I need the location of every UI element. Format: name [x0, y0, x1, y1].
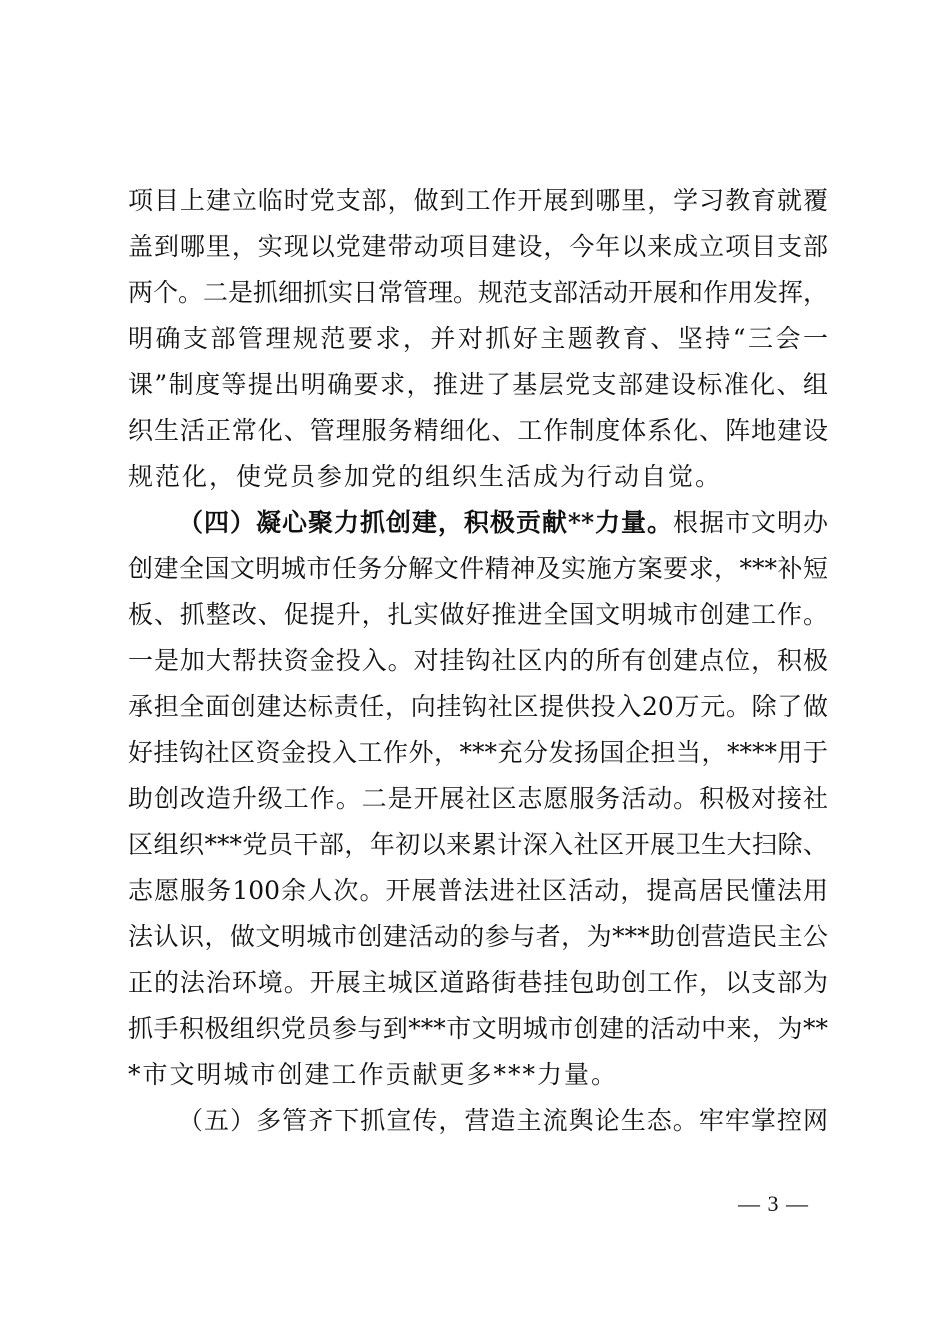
- text-line: 助创改造升级工作。二是开展社区志愿服务活动。积极对接社: [128, 784, 828, 813]
- text-line: *市文明城市创建工作贡献更多***力量。: [128, 1060, 619, 1089]
- paragraph: [128, 1098, 828, 1144]
- text-line: 板、抓整改、促提升，扎实做好推进全国文明城市创建工作。: [128, 600, 828, 629]
- page-number: — 3 —: [738, 1191, 809, 1216]
- text-line: 明确支部管理规范要求，并对抓好主题教育、坚持“三会一: [128, 324, 828, 353]
- text-line: 抓手积极组织党员参与到***市文明城市创建的活动中来，为**: [128, 1014, 828, 1043]
- section-heading: （四）凝心聚力抓创建，积极贡献**力量。: [178, 508, 674, 537]
- body-text: [128, 178, 828, 1144]
- paragraph: [128, 500, 828, 1098]
- text-line: 课”制度等提出明确要求，推进了基层党支部建设标准化、组: [128, 370, 828, 399]
- text-run: 牢牢掌控网: [698, 1106, 828, 1135]
- text-line: 好挂钩社区资金投入工作外，***充分发扬国企担当，****用于: [128, 738, 828, 767]
- paragraph: [128, 178, 828, 500]
- text-line: 法认识，做文明城市创建活动的参与者，为***助创营造民主公: [128, 922, 828, 951]
- text-line: 创建全国文明城市任务分解文件精神及实施方案要求，***补短: [128, 554, 828, 583]
- text-line: 区组织***党员干部，年初以来累计深入社区开展卫生大扫除、: [128, 830, 828, 859]
- text-line: 规范化，使党员参加党的组织生活成为行动自觉。: [128, 462, 723, 491]
- text-line: [128, 500, 828, 546]
- text-line: 项目上建立临时党支部，做到工作开展到哪里，学习教育就覆: [128, 186, 828, 215]
- text-line: 织生活正常化、管理服务精细化、工作制度体系化、阵地建设: [128, 416, 828, 445]
- text-line: 两个。二是抓细抓实日常管理。规范支部活动开展和作用发挥，: [128, 278, 829, 307]
- text-line: 志愿服务100余人次。开展普法进社区活动，提高居民懂法用: [128, 876, 828, 905]
- text-line: 一是加大帮扶资金投入。对挂钩社区内的所有创建点位，积极: [128, 646, 828, 675]
- text-line: 正的法治环境。开展主城区道路街巷挂包助创工作，以支部为: [128, 968, 828, 997]
- text-run: 根据市文明办: [673, 508, 828, 537]
- section-heading: （五）多管齐下抓宣传，营造主流舆论生态。: [178, 1106, 699, 1135]
- text-line: [128, 1098, 828, 1144]
- text-line: 盖到哪里，实现以党建带动项目建设，今年以来成立项目支部: [128, 232, 828, 261]
- text-line: 承担全面创建达标责任，向挂钩社区提供投入20万元。除了做: [128, 692, 828, 721]
